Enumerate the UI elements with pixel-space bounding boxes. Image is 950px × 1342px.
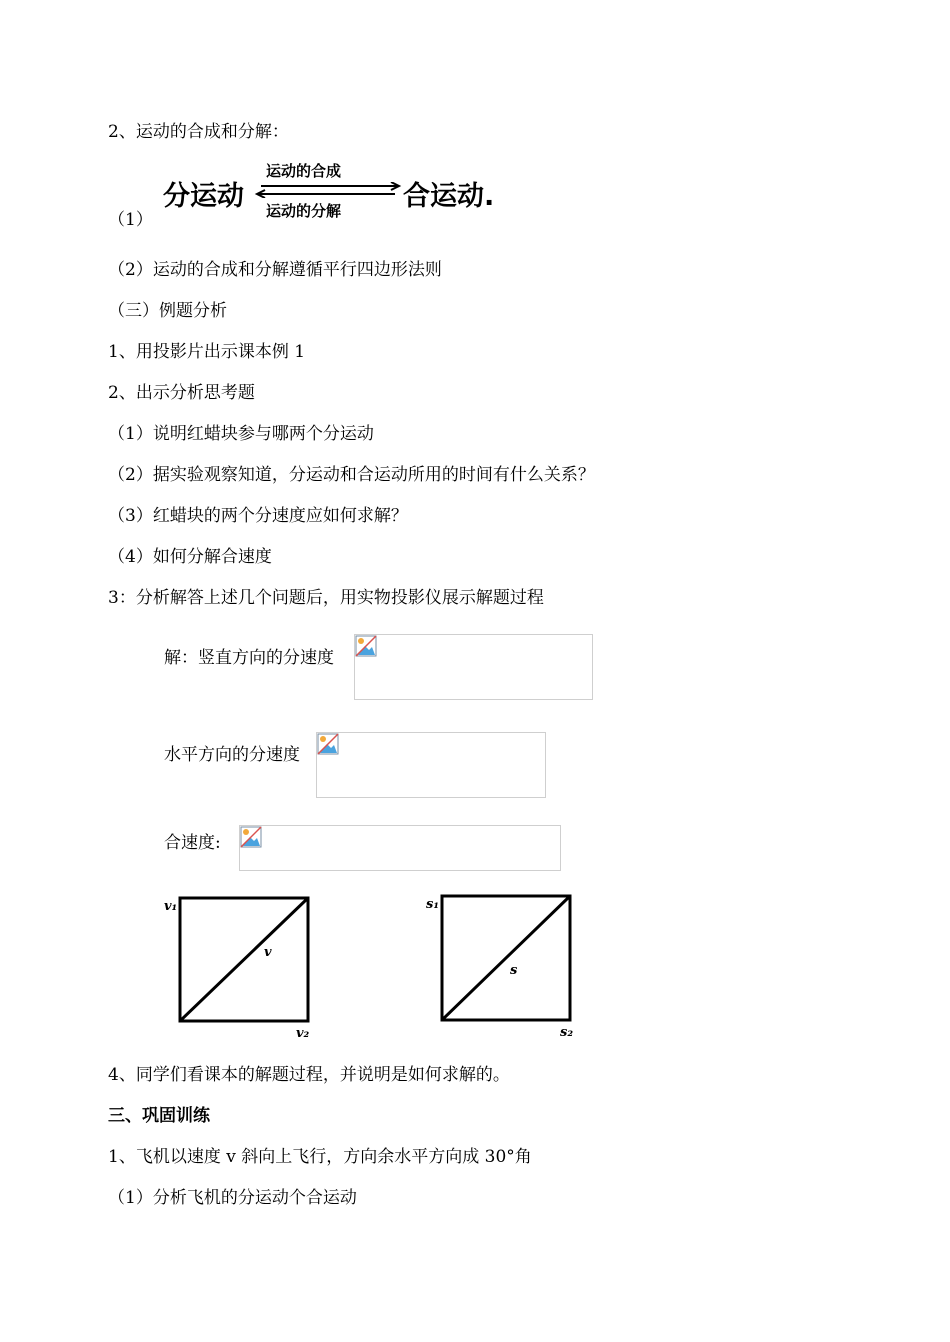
label-v1: v₁ (164, 899, 178, 914)
velocity-parallelogram (160, 890, 330, 1040)
text-line: 3：分析解答上述几个问题后，用实物投影仪展示解题过程 (108, 588, 544, 608)
text-line: 1、飞机以速度 v 斜向上飞行，方向余水平方向成 30°角 (108, 1147, 532, 1167)
image-placeholder (316, 732, 546, 798)
label-s2: s₂ (560, 1025, 574, 1040)
text-line: （1）分析飞机的分运动个合运动 (108, 1188, 357, 1208)
text-line: 4、同学们看课本的解题过程，并说明是如何求解的。 (108, 1065, 510, 1085)
image-placeholder (354, 634, 593, 700)
text-line: （三）例题分析 (108, 301, 227, 321)
text-line: （2）运动的合成和分解遵循平行四边形法则 (108, 260, 442, 280)
label-v: v (264, 945, 272, 960)
section-heading: 2、运动的合成和分解： (108, 122, 289, 142)
formula-bottom: 运动的分解 (266, 202, 342, 220)
text-line: （2）据实验观察知道，分运动和合运动所用的时间有什么关系？ (108, 465, 595, 485)
solution-vertical: 解：竖直方向的分速度 (164, 648, 334, 668)
item-label: （1） (108, 210, 153, 230)
text-line: （1）说明红蜡块参与哪两个分运动 (108, 424, 374, 444)
motion-formula (163, 160, 503, 224)
solution-resultant: 合速度: (164, 833, 221, 853)
formula-top: 运动的合成 (266, 162, 342, 180)
text-line: 1、用投影片出示课本例 1 (108, 342, 306, 362)
formula-right: 合运动. (403, 181, 495, 212)
velocity-diagram (160, 890, 330, 1044)
formula-arrows (253, 182, 403, 198)
section-title: 三、巩固训练 (108, 1106, 210, 1126)
image-placeholder (239, 825, 561, 871)
solution-horizontal: 水平方向的分速度 (164, 745, 300, 765)
text-line: 2、出示分析思考题 (108, 383, 255, 403)
displacement-parallelogram (422, 890, 592, 1040)
label-s: s (510, 963, 518, 978)
text-line: （3）红蜡块的两个分速度应如何求解？ (108, 506, 408, 526)
broken-image-icon (317, 733, 339, 755)
broken-image-icon (240, 826, 262, 848)
formula-left: 分运动 (163, 181, 244, 212)
label-v2: v₂ (296, 1026, 310, 1040)
text-line: （4）如何分解合速度 (108, 547, 272, 567)
displacement-diagram (422, 890, 592, 1044)
label-s1: s₁ (426, 897, 440, 912)
broken-image-icon (355, 635, 377, 657)
